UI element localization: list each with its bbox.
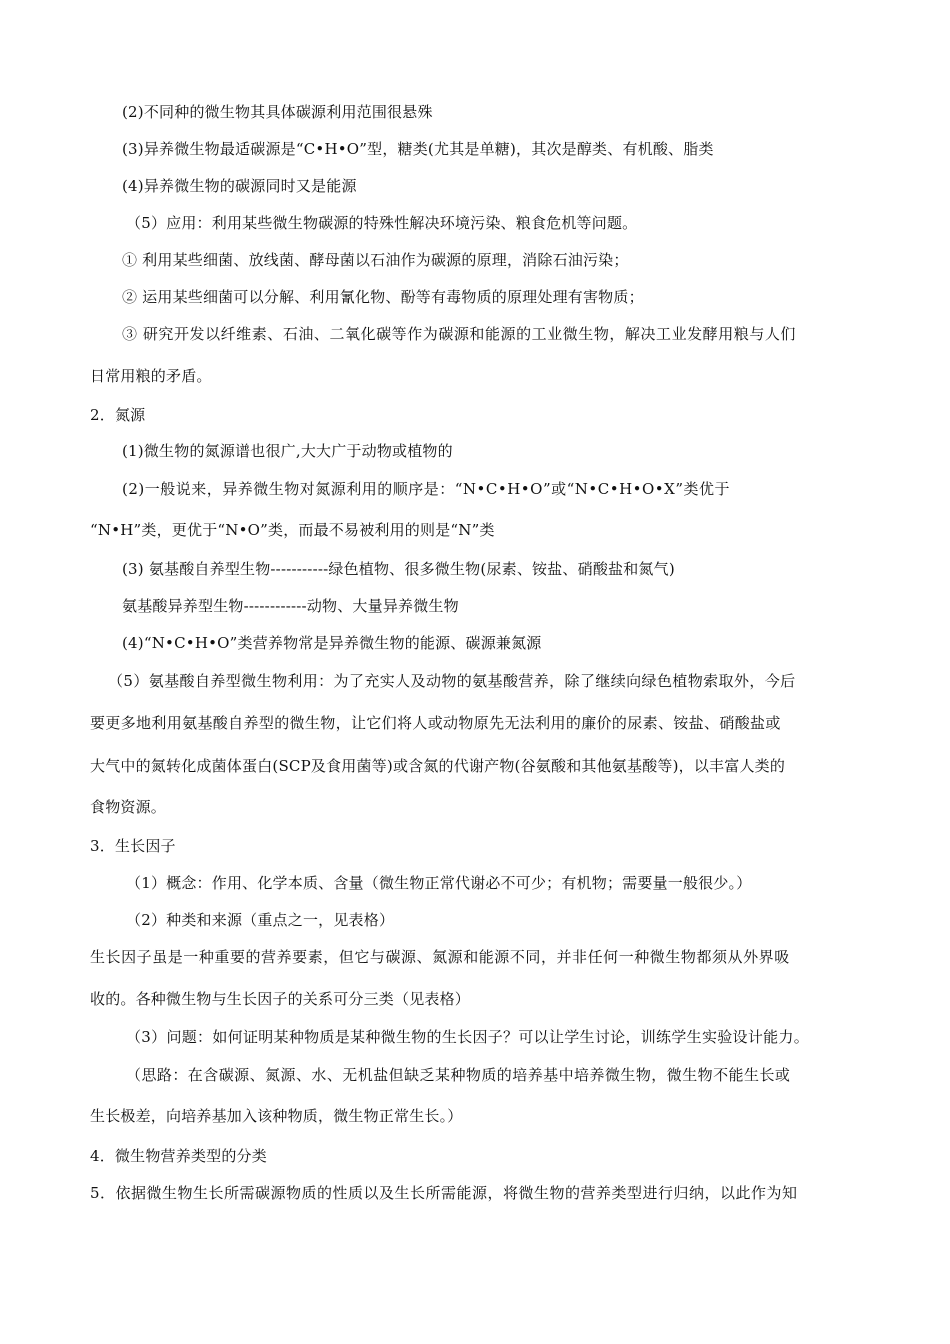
text-line: (3) 氨基酸自养型生物-----------绿色植物、很多微生物(尿素、铵盐、硝酸盐和氮气) (122, 560, 675, 578)
section-heading: 3．生长因子 (90, 837, 176, 855)
text-line: 食物资源。 (90, 798, 167, 816)
text-line: (2)一般说来，异养微生物对氮源利用的顺序是：“N•C•H•O”或“N•C•H•O•X”类优于 (122, 480, 730, 498)
section-heading: 4．微生物营养类型的分类 (90, 1147, 267, 1165)
text-line: 5．依据微生物生长所需碳源物质的性质以及生长所需能源，将微生物的营养类型进行归纳，以此作为知 (90, 1184, 798, 1202)
text-line: ③ 研究开发以纤维素、石油、二氧化碳等作为碳源和能源的工业微生物，解决工业发酵用粮与人们 (122, 325, 796, 343)
text-line: (4)“N•C•H•O”类营养物常是异养微生物的能源、碳源兼氮源 (122, 634, 542, 652)
text-line: （思路：在含碳源、氮源、水、无机盐但缺乏某种物质的培养基中培养微生物，微生物不能生长或 (126, 1066, 791, 1084)
text-line: “N•H”类，更优于“N•O”类，而最不易被利用的则是“N”类 (90, 521, 495, 539)
text-line: 氨基酸异养型生物------------动物、大量异养微生物 (122, 597, 459, 615)
text-line: （5）氨基酸自养型微生物利用：为了充实人及动物的氨基酸营养，除了继续向绿色植物索取外，今后 (108, 672, 796, 690)
text-line: ② 运用某些细菌可以分解、利用氰化物、酚等有毒物质的原理处理有害物质； (122, 288, 644, 306)
text-line: 大气中的氮转化成菌体蛋白(SCP及食用菌等)或含氮的代谢产物(谷氨酸和其他氨基酸等)，以丰富人类的 (90, 757, 786, 775)
text-line: 生长因子虽是一种重要的营养要素，但它与碳源、氮源和能源不同，并非任何一种微生物都须从外界吸 (90, 948, 790, 966)
text-line: 收的。各种微生物与生长因子的关系可分三类（见表格） (90, 990, 471, 1008)
text-line: 日常用粮的矛盾。 (90, 367, 212, 385)
text-line: (2)不同种的微生物其具体碳源利用范围很悬殊 (122, 103, 433, 121)
text-line: （3）问题：如何证明某种物质是某种微生物的生长因子？可以让学生讨论，训练学生实验设计能力。 (126, 1028, 810, 1046)
text-line: (4)异养微生物的碳源同时又是能源 (122, 177, 357, 195)
text-line: (3)异养微生物最适碳源是“C•H•O”型，糖类(尤其是单糖)，其次是醇类、有机酸、脂类 (122, 140, 714, 158)
text-line: （2）种类和来源（重点之一，见表格） (126, 911, 395, 929)
text-line: ① 利用某些细菌、放线菌、酵母菌以石油作为碳源的原理，消除石油污染； (122, 251, 629, 269)
text-line: （1）概念：作用、化学本质、含量（微生物正常代谢必不可少；有机物；需要量一般很少。） (126, 874, 752, 892)
text-line: (1)微生物的氮源谱也很广,大大广于动物或植物的 (122, 442, 453, 460)
text-line: （5）应用：利用某些微生物碳源的特殊性解决环境污染、粮食危机等问题。 (126, 214, 638, 232)
section-heading: 2．氮源 (90, 406, 146, 424)
text-line: 生长极差，向培养基加入该种物质，微生物正常生长。） (90, 1107, 463, 1125)
text-line: 要更多地利用氨基酸自养型的微生物，让它们将人或动物原先无法利用的廉价的尿素、铵盐、硝酸盐或 (90, 714, 781, 732)
